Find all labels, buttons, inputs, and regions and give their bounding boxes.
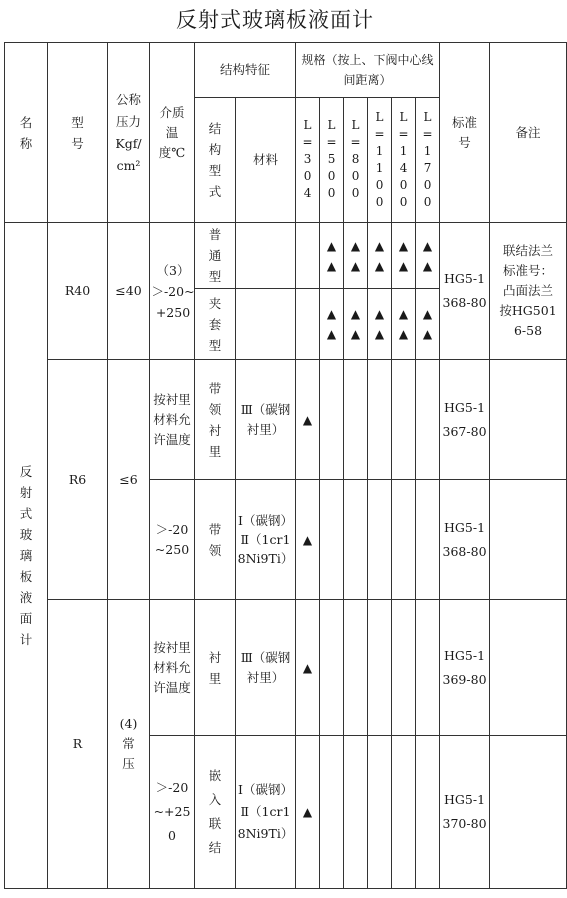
pressure-r6: ≤6	[108, 360, 150, 600]
mark-cell: ▲ ▲	[320, 289, 344, 360]
header-material: 材料	[236, 98, 296, 223]
mark-cell: ▲ ▲	[392, 289, 416, 360]
material-r40-normal	[236, 223, 296, 289]
mark-cell: ▲	[296, 600, 320, 736]
header-remark: 备注	[490, 43, 567, 223]
mark-cell	[368, 480, 392, 600]
model-r6: R6	[48, 360, 108, 600]
pressure-r40: ≤40	[108, 223, 150, 360]
standard-r6-lining: HG5-1367-80	[440, 360, 490, 480]
material-r6-collar: Ⅰ（碳钢）Ⅱ（1cr18Ni9Ti）	[236, 480, 296, 600]
mark-cell	[392, 480, 416, 600]
mark-cell: ▲ ▲	[344, 289, 368, 360]
mark-cell	[344, 480, 368, 600]
mark-cell	[416, 480, 440, 600]
standard-r-lining: HG5-1369-80	[440, 600, 490, 736]
mark-cell: ▲ ▲	[416, 223, 440, 289]
type-r-embedded: 嵌入联结	[195, 736, 236, 889]
remark-r-lining	[490, 600, 567, 736]
mark-cell: ▲	[296, 480, 320, 600]
mark-cell	[344, 600, 368, 736]
mark-cell: ▲ ▲	[368, 289, 392, 360]
temp-r-embedded: ＞-20~+250	[150, 736, 195, 889]
remark-r-embedded	[490, 736, 567, 889]
header-l-500: L=500	[320, 98, 344, 223]
standard-r-embedded: HG5-1370-80	[440, 736, 490, 889]
remark-r40: 联结法兰标准号：凸面法兰按HG5016-58	[490, 223, 567, 360]
material-r-embedded: Ⅰ（碳钢）Ⅱ（1cr18Ni9Ti）	[236, 736, 296, 889]
header-standard: 标准号	[440, 43, 490, 223]
mark-cell: ▲ ▲	[344, 223, 368, 289]
remark-r6-collar	[490, 480, 567, 600]
header-l-1400: L=1400	[392, 98, 416, 223]
mark-cell	[320, 736, 344, 889]
material-r6-lining: Ⅲ（碳钢衬里）	[236, 360, 296, 480]
type-r40-jacket: 夹套型	[195, 289, 236, 360]
type-r6-collar: 带领	[195, 480, 236, 600]
header-pressure: 公称压力Kgf/cm²	[108, 43, 150, 223]
mark-cell	[320, 360, 344, 480]
header-spec: 规格（按上、下阀中心线间距离）	[296, 43, 440, 98]
standard-r40: HG5-1368-80	[440, 223, 490, 360]
mark-cell	[416, 600, 440, 736]
mark-cell	[296, 223, 320, 289]
mark-cell	[392, 360, 416, 480]
mark-cell	[320, 600, 344, 736]
mark-cell: ▲ ▲	[392, 223, 416, 289]
header-l-1100: L=1100	[368, 98, 392, 223]
temp-r6-collar: ＞-20~250	[150, 480, 195, 600]
header-l-1700: L=1700	[416, 98, 440, 223]
mark-cell: ▲	[296, 736, 320, 889]
type-r6-lining: 带领衬里	[195, 360, 236, 480]
mark-cell: ▲	[296, 360, 320, 480]
header-l-800: L=800	[344, 98, 368, 223]
header-structure: 结构特征	[195, 43, 296, 98]
header-model: 型号	[48, 43, 108, 223]
mark-cell	[392, 736, 416, 889]
type-r-lining: 衬里	[195, 600, 236, 736]
spec-table	[4, 42, 567, 889]
material-r-lining: Ⅲ（碳钢衬里）	[236, 600, 296, 736]
header-structure-type: 结构型式	[195, 98, 236, 223]
mark-cell	[368, 736, 392, 889]
mark-cell: ▲ ▲	[320, 223, 344, 289]
page-title: 反射式玻璃板液面计	[176, 8, 374, 32]
mark-cell	[296, 289, 320, 360]
temp-r-lining: 按衬里材料允许温度	[150, 600, 195, 736]
mark-cell: ▲ ▲	[368, 223, 392, 289]
header-l-304: L=304	[296, 98, 320, 223]
mark-cell	[344, 360, 368, 480]
mark-cell	[368, 360, 392, 480]
mark-cell	[344, 736, 368, 889]
mark-cell	[368, 600, 392, 736]
mark-cell	[392, 600, 416, 736]
standard-r6-collar: HG5-1368-80	[440, 480, 490, 600]
mark-cell	[320, 480, 344, 600]
name-cell: 反射式玻璃板液面计	[5, 223, 48, 889]
header-name: 名称	[5, 43, 48, 223]
mark-cell	[416, 736, 440, 889]
mark-cell: ▲ ▲	[416, 289, 440, 360]
pressure-r: (4)常压	[108, 600, 150, 889]
temp-r6-lining: 按衬里材料允许温度	[150, 360, 195, 480]
material-r40-jacket	[236, 289, 296, 360]
mark-cell	[416, 360, 440, 480]
model-r: R	[48, 600, 108, 889]
header-temperature: 介质温度℃	[150, 43, 195, 223]
temp-r40: （3）＞-20~+250	[150, 223, 195, 360]
remark-r6-lining	[490, 360, 567, 480]
model-r40: R40	[48, 223, 108, 360]
type-r40-normal: 普通型	[195, 223, 236, 289]
